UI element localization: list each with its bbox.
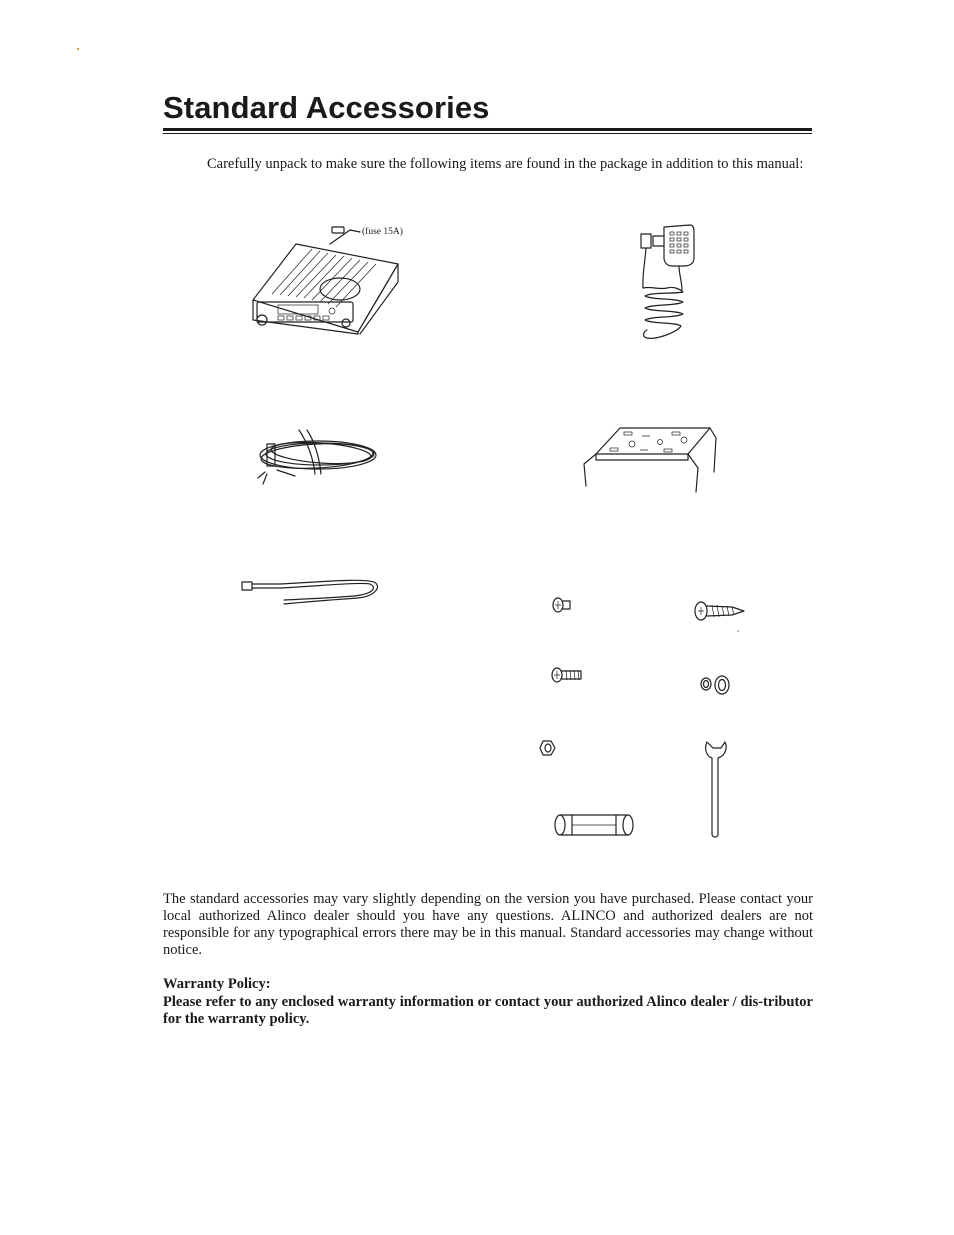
transceiver-illustration xyxy=(248,222,406,338)
dc-power-cable-illustration xyxy=(255,422,380,492)
accessories-notice: The standard accessories may vary slightly depending on the version you have purchased. Please contact your local authorized Alinco dealer should you have any questions. ALINCO and authorized dealers are not responsible for any typographical errors there may be in this manual. Standard accessories may change without notice. xyxy=(163,891,813,958)
cable-with-connector-illustration xyxy=(240,574,382,610)
title-rule-thin xyxy=(163,133,812,134)
intro-text: Carefully unpack to make sure the following items are found in the package in addition to this manual: xyxy=(207,156,804,172)
screw-small-illustration xyxy=(550,595,574,615)
wrench-illustration xyxy=(702,738,732,840)
nut-illustration xyxy=(538,738,558,758)
mounting-bracket-illustration xyxy=(580,424,720,494)
warranty-text: Please refer to any enclosed warranty information or contact your authorized Alinco dealer / dis-tributor for the warranty policy. xyxy=(163,994,813,1027)
title-rule-thick xyxy=(163,128,812,131)
hand-microphone-illustration xyxy=(637,222,695,346)
warranty-heading: Warranty Policy: xyxy=(163,976,271,992)
page-marker xyxy=(77,48,79,50)
washers-illustration xyxy=(698,672,732,698)
fuse-note: (fuse 15A) xyxy=(362,227,403,237)
page-title: Standard Accessories xyxy=(163,90,490,125)
screw-long-illustration xyxy=(550,665,584,685)
tapping-screw-illustration xyxy=(692,598,746,634)
spare-fuse-illustration xyxy=(552,810,636,840)
